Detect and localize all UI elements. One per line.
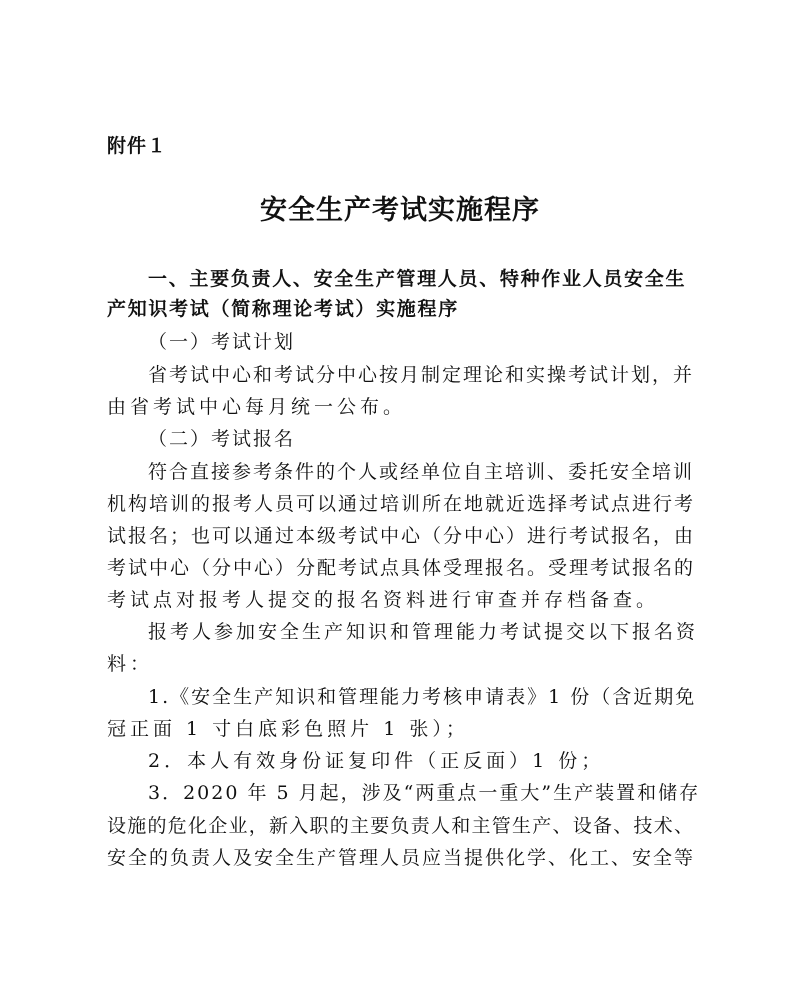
paragraph-line: 考试中心（分中心）分配考试点具体受理报名。受理考试报名的 <box>107 557 696 579</box>
section-heading-line-1: 一、主要负责人、安全生产管理人员、特种作业人员安全生 <box>148 268 687 290</box>
document-title: 安全生产考试实施程序 <box>260 195 540 226</box>
paragraph-line: 报考人参加安全生产知识和管理能力考试提交以下报名资 <box>148 621 699 643</box>
list-item-1-line: 冠正面 1 寸白底彩色照片 1 张）； <box>107 718 469 740</box>
list-item-3-line: 设施的危化企业，新入职的主要负责人和主管生产、设备、技术、 <box>107 815 695 837</box>
section-heading-line-2: 产知识考试（简称理论考试）实施程序 <box>107 298 459 320</box>
paragraph-line: 省考试中心和考试分中心按月制定理论和实操考试计划，并 <box>148 364 695 386</box>
paragraph-line: 试报名；也可以通过本级考试中心（分中心）进行考试报名，由 <box>107 525 696 547</box>
list-item-3-line: 3．2020 年 5 月起，涉及“两重点一重大”生产装置和储存 <box>148 782 701 804</box>
list-item-3-line: 安全的负责人及安全生产管理人员应当提供化学、化工、安全等 <box>107 847 696 869</box>
list-item-2-line: 2．本人有效身份证复印件（正反面）1 份； <box>148 750 605 772</box>
attachment-label: 附件１ <box>107 135 168 157</box>
list-item-1-line: 1.《安全生产知识和管理能力考核申请表》1 份（含近期免 <box>148 686 697 708</box>
paragraph-line: 机构培训的报考人员可以通过培训所在地就近选择考试点进行考 <box>107 493 696 515</box>
subsection-heading-registration: （二）考试报名 <box>148 428 296 450</box>
paragraph-line: 符合直接参考条件的个人或经单位自主培训、委托安全培训 <box>148 461 695 483</box>
paragraph-line: 由省考试中心每月统一公布。 <box>107 396 407 418</box>
subsection-heading-plan: （一）考试计划 <box>148 331 296 353</box>
paragraph-line: 料： <box>107 653 154 675</box>
paragraph-line: 考试点对报考人提交的报名资料进行审查并存档备查。 <box>107 589 660 611</box>
